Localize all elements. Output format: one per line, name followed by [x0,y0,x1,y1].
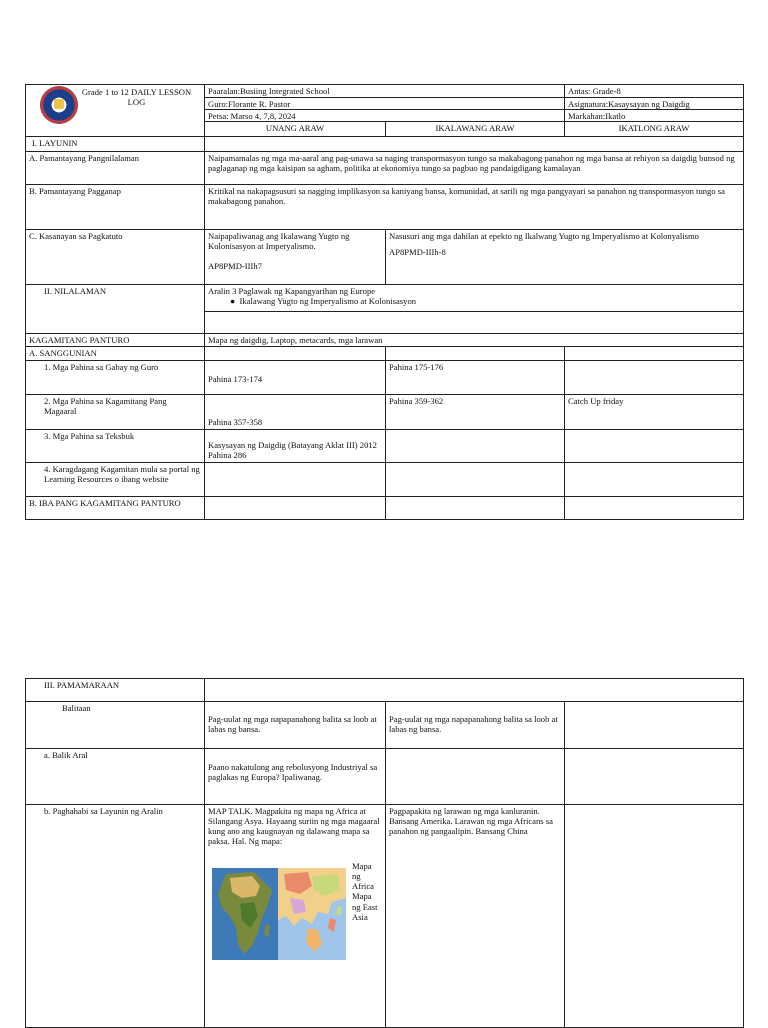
iba-pang-day1 [204,496,386,520]
gabay-guro-day1 [204,360,386,395]
kagamitan-label: KAGAMITANG PANTURO [25,333,205,347]
pamamaraan-blank-cell [204,678,744,702]
bullet-dot-icon: ● [230,296,236,307]
balik-aral-day1 [204,748,386,805]
teksbuk-day2 [385,429,565,463]
pamamaraan-heading: III. PAMAMARAAN [25,678,205,702]
balitaan-label: Balitaan [25,701,205,749]
pamantayang-pagganap-text: Kritikal na nakapagsusuri sa nagging implikasyon sa kaniyang bansa, komunidad, at sarili ng mga pangyayari sa panahon ng transpormasyon tungo sa makabagong panahon. [204,184,744,230]
east-asia-map-image [278,868,346,960]
balitaan-day1-text: Pag-uulat ng mga napapanahong balita sa loob at labas ng bansa. [208,714,377,735]
nilalaman-blank-cell [204,311,744,334]
date-cell: Petsa: Marso 4, 7,8, 2024 [204,109,565,122]
teacher-cell: Guro:Florante R. Pastor [204,97,565,110]
pamantayang-pangnilalaman-text: Naipamamalas ng mga ma-aaral ang pag-unawa sa naging transpormasyon tungo sa makabagong panahon ng mga bansa at rehiyon sa daigdig bunsod ng paglaganap ng mga kaisipan sa agham, politika at ekonomiya tungo sa pagbuo ng pandaigdigang kamalayan [204,151,744,185]
kagamitang-magaaral-day1-text: Pahina 357-358 [208,417,263,427]
kagamitang-magaaral-label: 2. Mga Pahina sa Kagamitang Pang Magaaral [25,394,205,430]
nilalaman-bullet-row [208,296,740,306]
sanggunian-day2 [385,346,565,361]
teksbuk-day3 [564,429,744,463]
balik-aral-day3 [564,748,744,805]
sanggunian-label: A. SANGGUNIAN [25,346,205,361]
paghahabi-label: b. Paghahabi sa Layunin ng Aralin [25,804,205,1028]
sanggunian-day3 [564,346,744,361]
gabay-guro-label: 1. Mga Pahina sa Gabay ng Guro [25,360,205,395]
karagdagang-kagamitan-label: 4. Karagdagang Kagamitan mula sa portal ng Learning Resources o ibang website [25,462,205,497]
balik-aral-day1-text: Paano nakatulong ang rebolusyong Industriyal sa paglakas ng Europa? Ipaliwanag. [208,762,378,783]
kagamitang-magaaral-day2: Pahina 359-362 [385,394,565,430]
school-cell: Paaralan:Busiing Integrated School [204,84,565,98]
kasanayan-day2-code: AP8PMD-IIIh-8 [389,247,446,258]
nilalaman-label: II. NILALAMAN [25,284,205,334]
kasanayan-day2-text: Nasusuri ang mga dahilan at epekto ng Ikalwang Yugto ng Imperyalismo at Kolonyalismo [389,231,699,241]
kasanayan-label: C. Kasanayan sa Pagkatuto [25,229,205,285]
kasanayan-day1-code: AP8PMD-IIIh7 [208,261,262,272]
iba-pang-kagamitan-label: B. IBA PANG KAGAMITANG PANTURO [25,496,205,520]
balitaan-day2 [385,701,565,749]
nilalaman-text: Aralin 3 Paglawak ng Kapangyarihan ng Europe [208,286,376,296]
karagdagang-day2 [385,462,565,497]
iba-pang-day2 [385,496,565,520]
layunin-blank-cell [204,136,744,152]
gabay-guro-day1-text: Pahina 173-174 [208,374,263,384]
sanggunian-day1 [204,346,386,361]
kasanayan-day1-text: Naipapaliwanag ang Ikalawang Yugto ng Kolonisasyon at Imperyalismo. [208,231,350,252]
subject-cell: Asignatura:Kasaysayan ng Daigdig [564,97,744,110]
nilalaman-text-cell [204,284,744,312]
pamantayang-pagganap-label: B. Pamantayang Pagganap [25,184,205,230]
paghahabi-day2: Pagpapakita ng larawan ng mga kanluranin. Bansang Amerika. Larawan ng mga Africans sa panahon ng pangaalipin. Bansang China [385,804,565,1028]
day3-header: IKATLONG ARAW [564,121,744,137]
kagamitan-text: Mapa ng daigdig, Laptop, metacards, mga larawan [204,333,744,347]
day2-header: IKALAWANG ARAW [385,121,565,137]
kasanayan-day2 [385,229,744,285]
map-caption: Mapa ng Africa Mapa ng East Asia [352,861,378,922]
pamantayang-pangnilalaman-label: A. Pamantayang Pangnilalaman [25,151,205,185]
balik-aral-day2 [385,748,565,805]
balitaan-day2-text: Pag-uulat ng mga napapanahong balita sa loob at labas ng bansa. [389,714,558,735]
lesson-log-title: Grade 1 to 12 DAILY LESSON LOG [81,87,192,108]
gabay-guro-day2: Pahina 175-176 [385,360,565,395]
kagamitang-magaaral-day3: Catch Up friday [564,394,744,430]
africa-map-image [212,868,278,960]
gabay-guro-day3 [564,360,744,395]
grade-cell: Antas: Grade-8 [564,84,744,98]
kasanayan-day1 [204,229,386,285]
lesson-log-title-cell [25,84,205,137]
karagdagang-day1 [204,462,386,497]
balik-aral-label: a. Balik Aral [25,748,205,805]
karagdagang-day3 [564,462,744,497]
teksbuk-day1 [204,429,386,463]
teksbuk-day1-text: Kasysayan ng Daigdig (Batayang Aklat III) 2012 Pahina 286 [208,440,377,461]
kagamitang-magaaral-day1 [204,394,386,430]
quarter-cell: Markahan:Ikatlo [564,109,744,122]
teksbuk-label: 3. Mga Pahina sa Teksbuk [25,429,205,463]
balitaan-day1 [204,701,386,749]
iba-pang-day3 [564,496,744,520]
layunin-heading: I. LAYUNIN [25,136,205,152]
paghahabi-day1-text: MAP TALK. Magpakita ng mapa ng Africa at Silangang Asya. Hayaang suriin ng mga magaaral kung ano ang kaugnayan ng dalawang mapa sa paksa. Hal. Ng mapa: [208,806,380,847]
day1-header: UNANG ARAW [204,121,386,137]
nilalaman-bullet: Ikalawang Yugto ng Imperyalismo at Kolonisasyon [239,296,417,307]
balitaan-day3 [564,701,744,749]
paghahabi-day3 [564,804,744,1028]
